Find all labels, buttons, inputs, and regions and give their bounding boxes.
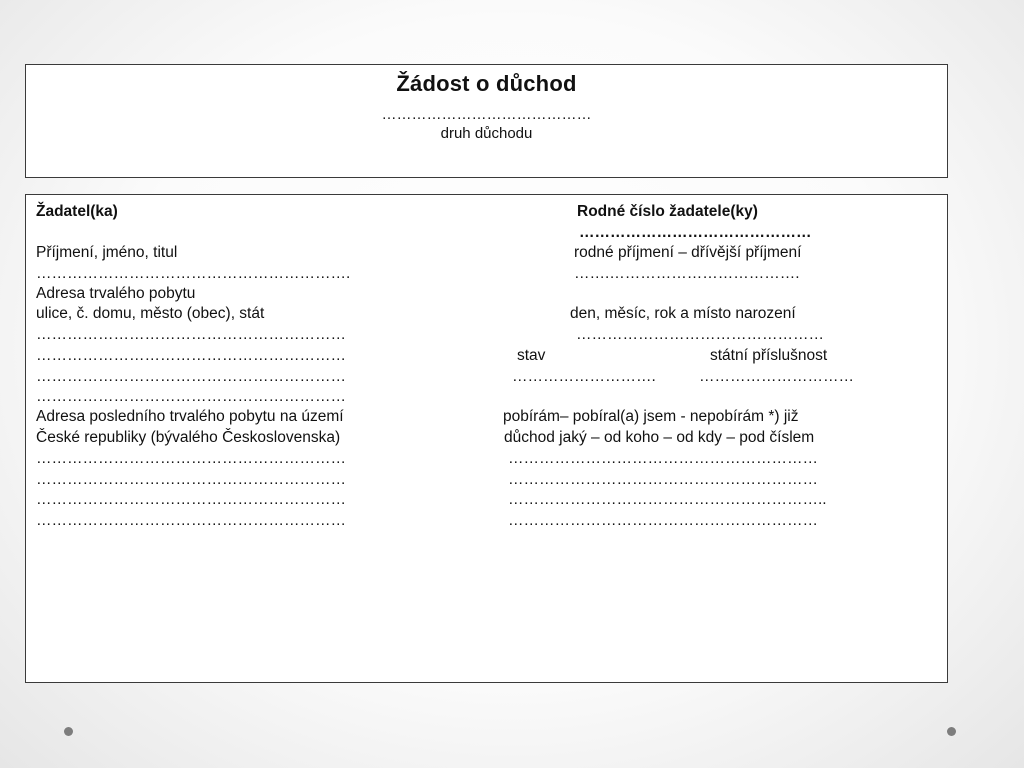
last-address-field-3[interactable]: …………………………………………………… — [36, 491, 346, 508]
pension-type-label: druh důchodu — [440, 125, 533, 142]
name-field[interactable]: ……………………………………………………. — [36, 265, 351, 282]
address-field-3[interactable]: …………………………………………………… — [36, 368, 346, 385]
status-field[interactable]: ………………………. — [512, 368, 656, 385]
citizenship-label: státní příslušnost — [710, 347, 828, 364]
pension-label-2: důchod jaký – od koho – od kdy – pod číslem — [504, 429, 815, 446]
birth-field[interactable]: ………………………………………… — [576, 326, 824, 343]
applicant-form — [25, 194, 948, 683]
pension-type-dots: …………………………………… — [381, 106, 592, 123]
pension-field-2[interactable]: …………………………………………………… — [508, 471, 818, 488]
last-address-field-2[interactable]: …………………………………………………… — [36, 471, 346, 488]
address-label: Adresa trvalého pobytu — [36, 285, 196, 302]
slide-decoration-dot-left — [64, 727, 73, 736]
birth-number-field[interactable]: ……………………………………… — [579, 224, 812, 241]
address-sub-label: ulice, č. domu, město (obec), stát — [36, 305, 265, 322]
name-label: Příjmení, jméno, titul — [36, 244, 178, 261]
pension-label-1: pobírám– pobíral(a) jsem - nepobírám *) již — [503, 408, 799, 425]
address-field-2[interactable]: …………………………………………………… — [36, 347, 346, 364]
last-address-field-4[interactable]: …………………………………………………… — [36, 512, 346, 529]
last-address-label-2: České republiky (bývalého Československa) — [36, 429, 341, 446]
address-field-1[interactable]: …………………………………………………… — [36, 326, 346, 343]
birth-number-heading: Rodné číslo žadatele(ky) — [577, 203, 758, 220]
slide-decoration-dot-right — [947, 727, 956, 736]
citizenship-field[interactable]: ………………………… — [699, 368, 854, 385]
address-field-4[interactable]: …………………………………………………… — [36, 388, 346, 405]
last-address-field-1[interactable]: …………………………………………………… — [36, 450, 346, 467]
page-title: Žádost o důchod — [396, 71, 577, 96]
title-box — [25, 64, 948, 178]
status-label: stav — [517, 347, 546, 364]
last-address-label-1: Adresa posledního trvalého pobytu na území — [36, 408, 344, 425]
pension-field-4[interactable]: …………………………………………………… — [508, 512, 818, 529]
maiden-name-field[interactable]: …….………………………………. — [574, 265, 800, 282]
maiden-name-label: rodné příjmení – dřívější příjmení — [574, 244, 802, 261]
applicant-heading: Žadatel(ka) — [36, 203, 118, 220]
birth-label: den, měsíc, rok a místo narození — [570, 305, 796, 322]
pension-field-1[interactable]: …………………………………………………… — [508, 450, 818, 467]
pension-field-3[interactable]: …………………………………………………….. — [508, 491, 827, 508]
